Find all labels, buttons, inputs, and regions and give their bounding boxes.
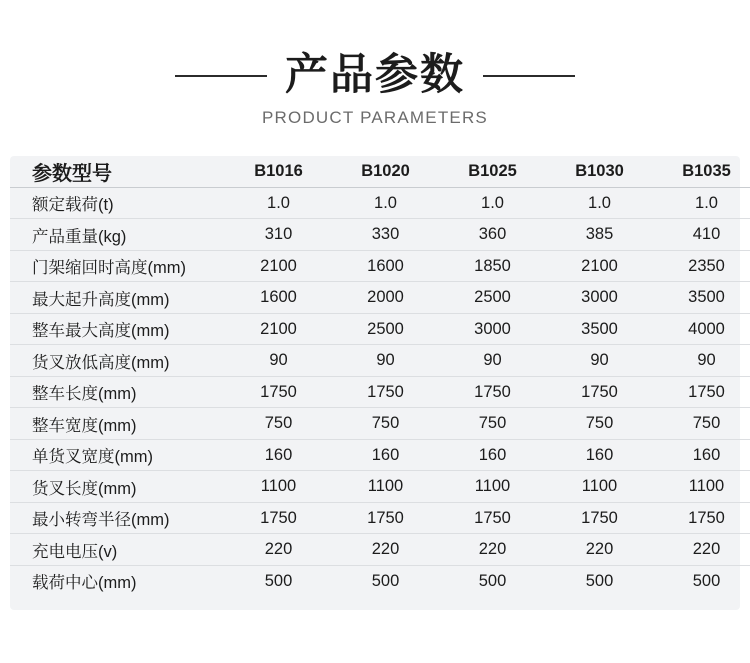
row-value: 1100: [367, 477, 404, 496]
row-value: 1750: [260, 508, 297, 527]
table-header-model: B1016: [254, 162, 303, 181]
row-value: 160: [692, 445, 721, 464]
row-value: 750: [692, 414, 721, 433]
row-label: 最小转弯半径(mm): [32, 511, 170, 530]
row-value: 500: [264, 571, 293, 590]
row-value: 1750: [581, 382, 618, 401]
table-row: [10, 502, 750, 534]
row-value: 1750: [474, 382, 511, 401]
row-label: 产品重量(kg): [32, 227, 127, 246]
row-label: 单货叉宽度(mm): [32, 448, 153, 467]
row-value: 2500: [474, 288, 511, 307]
table-header-row: [10, 156, 750, 187]
row-label: 最大起升高度(mm): [32, 290, 170, 309]
row-value: 2350: [688, 256, 725, 275]
row-value: 1750: [260, 382, 297, 401]
table-row: [10, 376, 750, 408]
page-header: [0, 0, 750, 128]
row-label: 额定载荷(t): [32, 196, 114, 215]
row-value: 160: [585, 445, 614, 464]
row-value: 90: [697, 351, 716, 370]
table-row: [10, 565, 750, 596]
row-value: 90: [269, 351, 288, 370]
row-value: 90: [483, 351, 502, 370]
row-value: 3500: [688, 288, 725, 307]
row-label: 载荷中心(mm): [32, 574, 137, 593]
row-value: 750: [264, 414, 293, 433]
row-value: 160: [478, 445, 507, 464]
table-row: [10, 534, 750, 566]
table-header-model: B1035: [682, 162, 731, 181]
row-label: 整车最大高度(mm): [32, 322, 170, 341]
row-value: 1.0: [695, 193, 718, 212]
row-label: 整车长度(mm): [32, 385, 137, 404]
row-value: 4000: [688, 319, 725, 338]
row-value: 410: [692, 225, 721, 244]
row-value: 310: [264, 225, 293, 244]
row-value: 3000: [581, 288, 618, 307]
right-rule-divider: [483, 75, 575, 77]
row-label: 充电电压(v): [32, 542, 118, 561]
page-subtitle: PRODUCT PARAMETERS: [262, 108, 488, 128]
table-header-label: 参数型号: [32, 163, 112, 186]
parameters-table-card: [10, 156, 740, 610]
table-row: [10, 313, 750, 345]
row-value: 1100: [688, 477, 725, 496]
row-value: 1750: [474, 508, 511, 527]
table-header-model: B1030: [575, 162, 624, 181]
row-value: 160: [371, 445, 400, 464]
row-value: 2100: [260, 256, 297, 275]
table-body: [10, 187, 750, 596]
row-value: 500: [478, 571, 507, 590]
row-value: 750: [478, 414, 507, 433]
table-header-model: B1020: [361, 162, 410, 181]
row-value: 1.0: [374, 193, 397, 212]
row-value: 1.0: [481, 193, 504, 212]
table-row: [10, 187, 750, 219]
table-row: [10, 250, 750, 282]
row-value: 1.0: [588, 193, 611, 212]
row-value: 1750: [367, 382, 404, 401]
table-header-model: B1025: [468, 162, 517, 181]
row-value: 220: [585, 540, 614, 559]
row-value: 1.0: [267, 193, 290, 212]
row-value: 500: [585, 571, 614, 590]
row-value: 220: [692, 540, 721, 559]
row-value: 1850: [474, 256, 511, 275]
row-value: 1600: [367, 256, 404, 275]
row-value: 750: [371, 414, 400, 433]
row-value: 500: [371, 571, 400, 590]
table-row: [10, 219, 750, 251]
left-rule-divider: [175, 75, 267, 77]
table-row: [10, 471, 750, 503]
row-label: 货叉放低高度(mm): [32, 353, 170, 372]
row-value: 2100: [581, 256, 618, 275]
title-row: [0, 52, 750, 99]
row-value: 160: [264, 445, 293, 464]
row-value: 220: [264, 540, 293, 559]
row-value: 1750: [688, 382, 725, 401]
page-title: 产品参数: [285, 51, 465, 99]
row-label: 整车宽度(mm): [32, 416, 137, 435]
row-value: 330: [371, 225, 400, 244]
table-row: [10, 345, 750, 377]
row-value: 90: [590, 351, 609, 370]
parameters-table: [10, 156, 750, 596]
row-value: 2100: [260, 319, 297, 338]
table-row: [10, 282, 750, 314]
table-row: [10, 408, 750, 440]
row-value: 750: [585, 414, 614, 433]
row-value: 3000: [474, 319, 511, 338]
row-value: 1100: [581, 477, 618, 496]
row-value: 90: [376, 351, 395, 370]
row-value: 1750: [581, 508, 618, 527]
row-value: 500: [692, 571, 721, 590]
table-row: [10, 439, 750, 471]
row-label: 门架缩回时高度(mm): [32, 259, 186, 278]
row-value: 1600: [260, 288, 297, 307]
row-label: 货叉长度(mm): [32, 479, 137, 498]
row-value: 385: [585, 225, 614, 244]
row-value: 2500: [367, 319, 404, 338]
row-value: 360: [478, 225, 507, 244]
row-value: 220: [478, 540, 507, 559]
row-value: 1750: [367, 508, 404, 527]
row-value: 1100: [474, 477, 511, 496]
row-value: 2000: [367, 288, 404, 307]
row-value: 1750: [688, 508, 725, 527]
table-header: [10, 156, 750, 187]
row-value: 3500: [581, 319, 618, 338]
row-value: 1100: [260, 477, 297, 496]
row-value: 220: [371, 540, 400, 559]
